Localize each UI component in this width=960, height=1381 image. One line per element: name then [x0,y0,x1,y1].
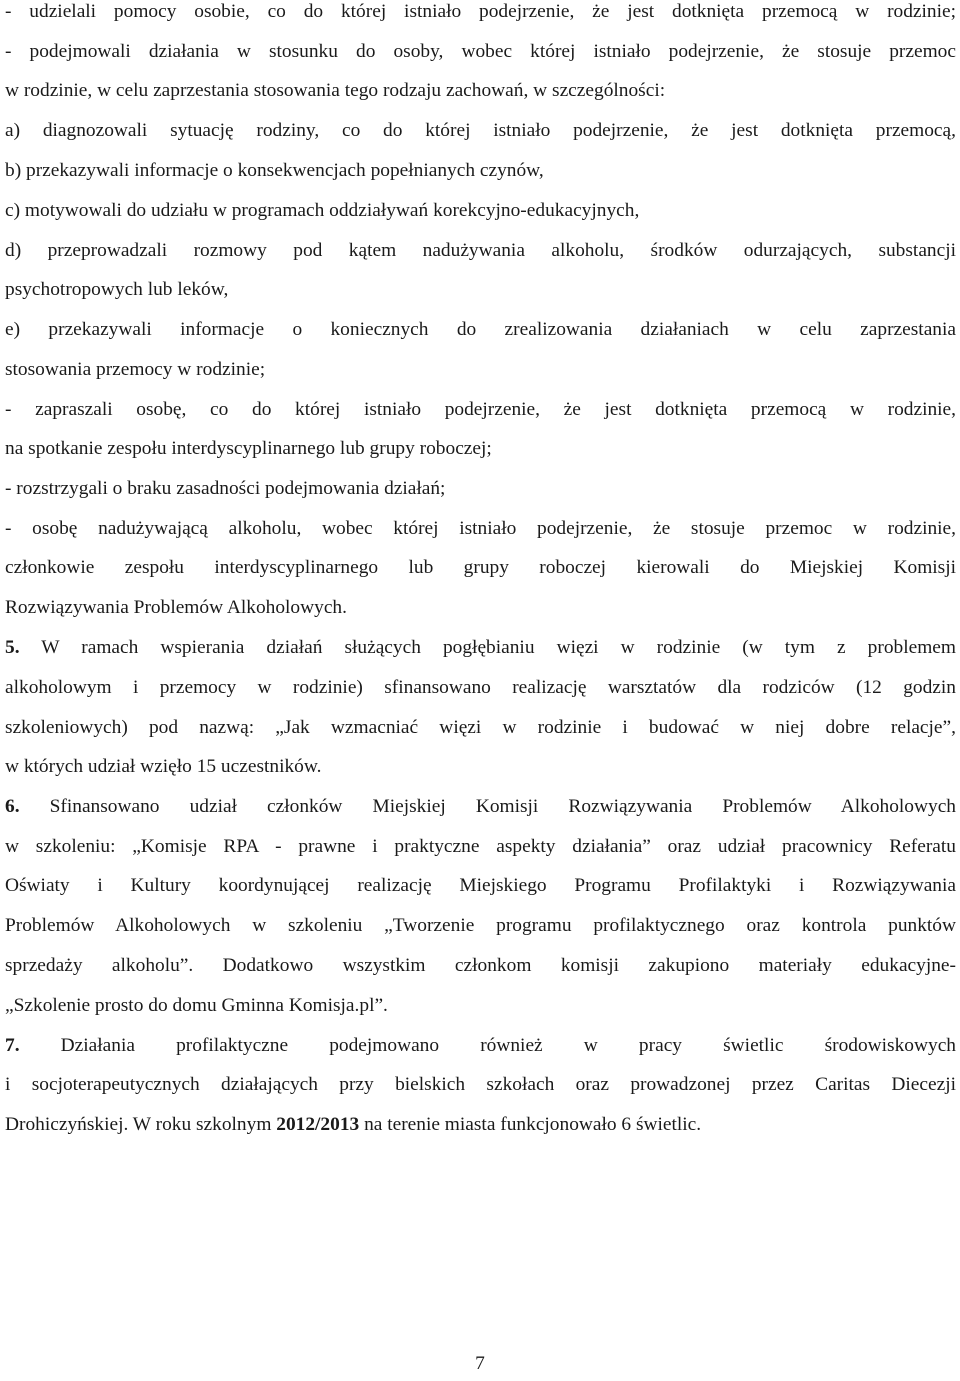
section-number: 7. [5,1035,20,1056]
text-line: - udzielali pomocy osobie, co do której istniało podejrzenie, że jest dotknięta przemocą w rodzinie; [5,1,956,22]
text-line: psychotropowych lub leków, [5,279,229,300]
section-5-line: w których udział wzięło 15 uczestników. [5,756,322,777]
section-5-line: alkoholowym i przemocy w rodzinie) sfinansowano realizację warsztatów dla rodziców (12 godzin [5,677,956,698]
text-line: członkowie zespołu interdyscyplinarnego lub grupy roboczej kierowali do Miejskiej Komisji [5,557,956,578]
section-6-line: sprzedaży alkoholu”. Dodatkowo wszystkim członkom komisji zakupiono materiały edukacyjne- [5,955,956,976]
text-line: w rodzinie, w celu zaprzestania stosowania tego rodzaju zachowań, w szczególności: [5,80,666,101]
text-line: - rozstrzygali o braku zasadności podejmowania działań; [5,478,446,499]
section-5-line: szkoleniowych) pod nazwą: „Jak wzmacniać więzi w rodzinie i budować w niej dobre relacje”, [5,717,956,738]
section-7-line: Drohiczyńskiej. W roku szkolnym 2012/2013 na terenie miasta funkcjonowało 6 świetlic. [5,1114,702,1135]
section-6-line: Oświaty i Kultury koordynującej realizację Miejskiego Programu Profilaktyki i Rozwiązywania [5,875,956,896]
text-line: stosowania przemocy w rodzinie; [5,359,266,380]
school-year: 2012/2013 [276,1114,360,1135]
text-line: a) diagnozowali sytuację rodziny, co do której istniało podejrzenie, że jest dotknięta przemocą, [5,120,956,141]
text-line: d) przeprowadzali rozmowy pod kątem nadużywania alkoholu, środków odurzających, substancji [5,240,956,261]
text-line: - osobę nadużywającą alkoholu, wobec której istniało podejrzenie, że stosuje przemoc w rodzinie, [5,518,956,539]
page-number: 7 [475,1353,485,1374]
text-line: Rozwiązywania Problemów Alkoholowych. [5,597,347,618]
section-6-line: 6. Sfinansowano udział członków Miejskiej Komisji Rozwiązywania Problemów Alkoholowych [5,796,956,817]
section-number: 5. [5,637,20,658]
text-line: na spotkanie zespołu interdyscyplinarnego lub grupy roboczej; [5,438,492,459]
section-6-line: „Szkolenie prosto do domu Gminna Komisja.pl”. [5,995,388,1016]
section-7-line: i socjoterapeutycznych działających przy bielskich szkołach oraz prowadzonej przez Caritas Diecezji [5,1074,956,1095]
section-6-line: w szkoleniu: „Komisje RPA - prawne i praktyczne aspekty działania” oraz udział pracownicy Referatu [5,836,956,857]
section-7-line: 7. Działania profilaktyczne podejmowano również w pracy świetlic środowiskowych [5,1035,956,1056]
text-line: c) motywowali do udziału w programach oddziaływań korekcyjno-edukacyjnych, [5,200,640,221]
text-line: - zapraszali osobę, co do której istniało podejrzenie, że jest dotknięta przemocą w rodzinie, [5,399,956,420]
text-line: b) przekazywali informacje o konsekwencjach popełnianych czynów, [5,160,544,181]
section-number: 6. [5,796,20,817]
text-line: - podejmowali działania w stosunku do osoby, wobec której istniało podejrzenie, że stosuje przemoc [5,41,956,62]
text-line: e) przekazywali informacje o koniecznych do zrealizowania działaniach w celu zaprzestania [5,319,956,340]
section-5-line: 5. W ramach wspierania działań służących pogłębianiu więzi w rodzinie (w tym z problemem [5,637,956,658]
section-6-line: Problemów Alkoholowych w szkoleniu „Tworzenie programu profilaktycznego oraz kontrola punktów [5,915,956,936]
